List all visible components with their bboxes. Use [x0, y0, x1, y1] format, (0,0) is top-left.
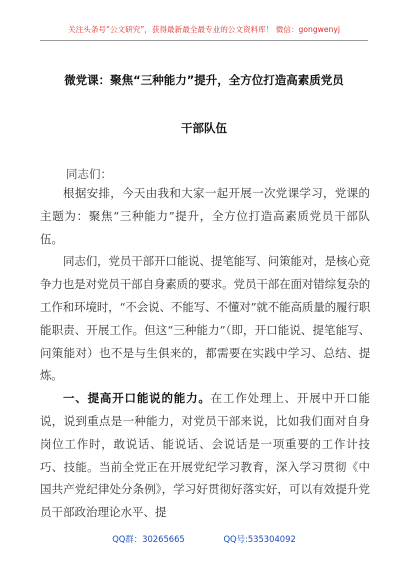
document-title-line-2: 干部队伍 — [181, 121, 227, 135]
document-body — [40, 182, 370, 524]
footer-qq-group: QQ群：30265665 — [112, 534, 185, 544]
footer-qq-number: QQ号:535304092 — [223, 534, 296, 544]
header-banner: 关注头条号“公文研究”，获得最新最全最专业的公文资料库！ 微信：gongwenyj — [68, 25, 340, 34]
document-title-line-1: 微党课：聚焦“三种能力”提升，全方位打造高素质党员 — [64, 73, 344, 87]
footer-contact — [40, 533, 368, 545]
paragraph — [40, 387, 370, 524]
paragraph-text: 在工作处理上、开展中开口能说，说到重点是一种能力，对党员干部来说，比如我们面对自身岗位工作时，敢说话、能说话、会说话是一项重要的工作计技巧、技能。当前全党正在开展党纪学习教育，深入学习贯彻《中国共产党纪律处分条例》，学习好贯彻好落实好，可以有效提升党员干部政治理论水平、提 — [40, 391, 370, 520]
header-divider — [40, 40, 368, 41]
salutation: 同志们： — [66, 167, 112, 181]
paragraph: 根据安排，今天由我和大家一起开展一次党课学习，党课的主题为：聚焦“三种能力”提升，全方位打造高素质党员干部队伍。 — [40, 186, 370, 246]
section-heading: 一、提高开口能说的能力。 — [63, 391, 211, 406]
paragraph: 同志们，党员干部开口能说、提笔能写、问策能对，是核心竞争力也是对党员干部自身素质的要求。党员干部在面对错综复杂的工作和环境时，“不会说、不能写、不懂对”就不能高质量的履行职能职责、开展工作。但这“三种能力”（即，开口能说、提笔能写、问策能对）也不是与生俱来的，都需要在实践中学习、总结、提炼。 — [40, 254, 370, 383]
